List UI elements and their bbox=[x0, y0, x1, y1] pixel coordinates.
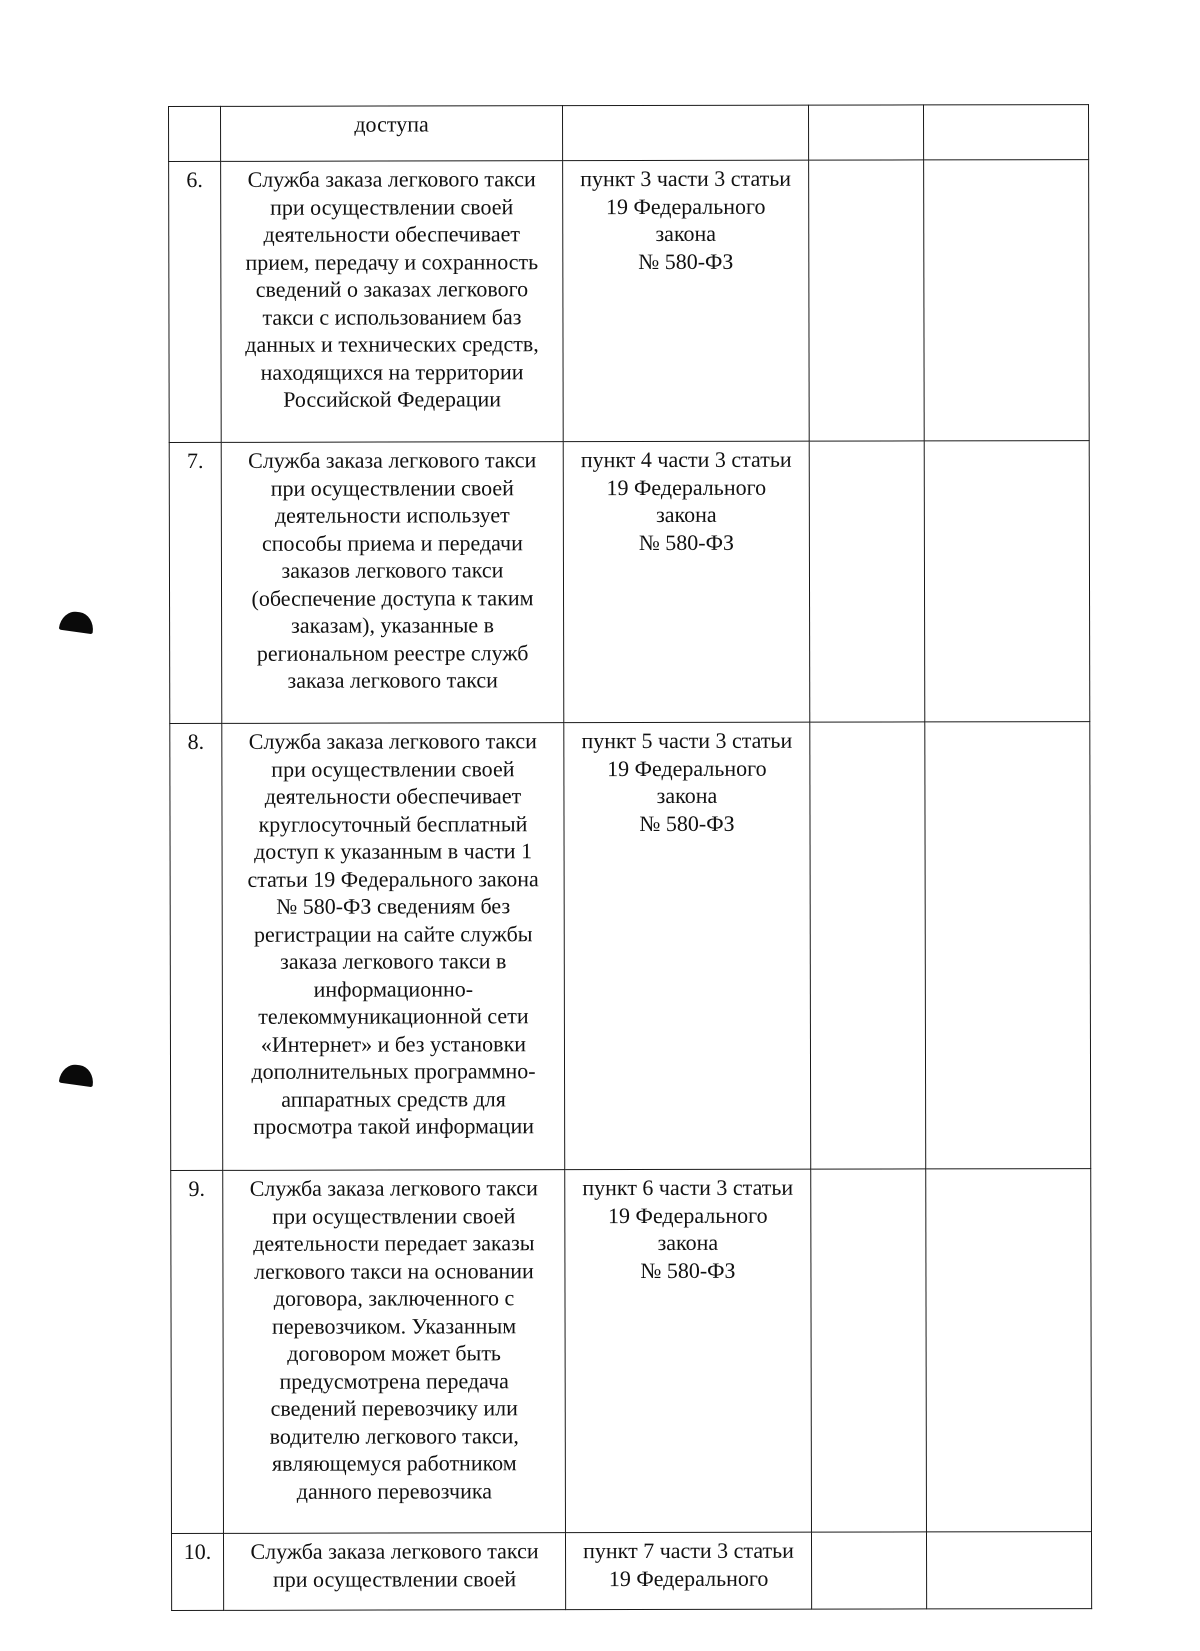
row-number: 9. bbox=[171, 1170, 224, 1533]
empty-cell bbox=[923, 105, 1088, 160]
row-number: 10. bbox=[171, 1533, 223, 1610]
row-number: 8. bbox=[170, 723, 223, 1170]
table-row bbox=[169, 160, 1090, 443]
requirement-line: перевозчиком. Указанным bbox=[271, 1312, 517, 1339]
legal-reference-cell bbox=[563, 105, 809, 161]
reference-line: закона bbox=[656, 501, 717, 527]
empty-cell bbox=[810, 722, 926, 1169]
requirement-line: водителю легкового такси, bbox=[269, 1422, 519, 1449]
requirement-cell bbox=[223, 1533, 565, 1611]
requirements-table bbox=[168, 104, 1092, 1611]
requirement-line: находящихся на территории bbox=[260, 358, 524, 385]
empty-cell bbox=[809, 160, 925, 441]
reference-line: 19 Федерального bbox=[608, 1202, 768, 1228]
reference-line: 19 Федерального bbox=[607, 755, 767, 781]
requirement-line: статьи 19 Федерального закона bbox=[247, 865, 539, 892]
requirement-line: № 580-ФЗ сведениям без bbox=[276, 893, 511, 919]
table-row bbox=[169, 441, 1090, 724]
requirement-line: доступа bbox=[354, 111, 429, 137]
requirement-line: Служба заказа легкового такси bbox=[250, 1538, 539, 1564]
requirement-line: аппаратных средств для bbox=[281, 1085, 506, 1112]
requirement-line: телекоммуникационной сети bbox=[258, 1003, 529, 1029]
reference-line: № 580-ФЗ bbox=[638, 529, 735, 555]
requirement-line: дополнительных программно- bbox=[251, 1058, 536, 1084]
requirement-line: при осуществлении своей bbox=[270, 193, 514, 220]
requirement-line: при осуществлении своей bbox=[271, 755, 515, 782]
requirement-line: информационно- bbox=[313, 975, 474, 1002]
requirement-line: данного перевозчика bbox=[296, 1477, 493, 1504]
legal-reference-cell bbox=[563, 441, 810, 723]
legal-reference-cell bbox=[564, 722, 811, 1170]
reference-line: пункт 4 части 3 статьи bbox=[580, 446, 792, 473]
reference-line: пункт 6 части 3 статьи bbox=[582, 1174, 794, 1201]
reference-line: пункт 7 части 3 статьи bbox=[583, 1537, 794, 1564]
requirement-line: способы приема и передачи bbox=[261, 529, 523, 556]
requirement-line: при осуществлении своей bbox=[272, 1202, 516, 1229]
requirement-line: прием, передачу и сохранность bbox=[245, 248, 539, 275]
requirement-line: региональном реестре служб bbox=[256, 639, 529, 666]
empty-cell bbox=[926, 1169, 1092, 1532]
requirement-line: деятельности обеспечивает bbox=[264, 783, 522, 809]
requirement-line: договора, заключенного с bbox=[273, 1285, 515, 1311]
requirement-line: круглосуточный бесплатный bbox=[258, 810, 528, 837]
empty-cell bbox=[811, 1532, 926, 1609]
reference-line: № 580-ФЗ bbox=[640, 1257, 736, 1283]
requirement-line: заказов легкового такси bbox=[281, 557, 504, 583]
requirement-cell bbox=[221, 106, 563, 162]
reference-line: закона bbox=[656, 782, 718, 808]
requirement-line: Служба заказа легкового такси bbox=[248, 728, 537, 754]
empty-cell bbox=[924, 441, 1090, 722]
requirement-line: сведений о заказах легкового bbox=[255, 276, 529, 302]
requirement-cell bbox=[221, 161, 564, 443]
empty-cell bbox=[924, 160, 1090, 441]
empty-cell bbox=[926, 1532, 1091, 1609]
requirement-cell bbox=[223, 1170, 566, 1534]
requirement-line: Служба заказа легкового такси bbox=[248, 447, 537, 473]
legal-reference-cell bbox=[565, 1532, 811, 1610]
reference-line: пункт 5 части 3 статьи bbox=[581, 727, 793, 754]
table-row bbox=[171, 1532, 1091, 1611]
requirement-line: при осуществлении своей bbox=[270, 474, 514, 501]
requirement-line: данных и технических средств, bbox=[245, 331, 539, 357]
requirement-cell bbox=[222, 723, 565, 1171]
row-number: 6. bbox=[169, 161, 222, 442]
requirement-line: заказам), указанные в bbox=[291, 612, 495, 638]
reference-line: 19 Федерального bbox=[606, 474, 767, 500]
requirement-line: (обеспечение доступа к таким bbox=[251, 584, 534, 611]
table-row bbox=[169, 105, 1089, 162]
empty-cell bbox=[809, 441, 925, 722]
reference-line: закона bbox=[657, 1229, 719, 1255]
requirement-line: легкового такси на основании bbox=[254, 1257, 534, 1284]
requirement-line: при осуществлении своей bbox=[272, 1565, 517, 1592]
reference-line: закона bbox=[655, 220, 717, 246]
requirement-line: просмотра такой информации bbox=[253, 1113, 535, 1139]
reference-line: пункт 3 части 3 статьи bbox=[580, 165, 792, 192]
requirement-line: договором может быть bbox=[287, 1340, 501, 1366]
requirement-line: такси с использованием баз bbox=[262, 303, 522, 330]
binder-hole-mark bbox=[59, 610, 95, 635]
reference-line: № 580-ФЗ bbox=[638, 248, 734, 274]
requirement-line: деятельности обеспечивает bbox=[263, 221, 521, 247]
table-row bbox=[170, 722, 1091, 1171]
requirement-line: предусмотрена передача bbox=[279, 1367, 509, 1394]
row-number: 7. bbox=[169, 442, 222, 723]
empty-cell bbox=[811, 1169, 927, 1532]
requirement-line: «Интернет» и без установки bbox=[260, 1030, 527, 1057]
reference-line: № 580-ФЗ bbox=[639, 810, 735, 836]
requirement-line: заказа легкового такси bbox=[287, 667, 498, 693]
requirement-line: Российской Федерации bbox=[283, 386, 502, 412]
requirement-line: регистрации на сайте службы bbox=[253, 920, 533, 947]
empty-cell bbox=[925, 722, 1091, 1169]
requirement-line: доступ к указанным в части 1 bbox=[254, 838, 533, 864]
binder-hole-mark bbox=[59, 1063, 95, 1088]
table-row bbox=[171, 1169, 1092, 1534]
reference-line: 19 Федерального bbox=[608, 1565, 769, 1591]
requirement-line: деятельности использует bbox=[274, 502, 510, 528]
legal-reference-cell bbox=[563, 160, 810, 442]
requirement-line: Служба заказа легкового такси bbox=[249, 1175, 538, 1201]
requirement-line: заказа легкового такси в bbox=[280, 948, 507, 974]
requirement-cell bbox=[221, 442, 564, 724]
legal-reference-cell bbox=[565, 1169, 812, 1533]
empty-cell bbox=[808, 105, 923, 160]
reference-line: 19 Федерального bbox=[605, 193, 766, 219]
requirement-line: сведений перевозчику или bbox=[270, 1395, 518, 1421]
row-number bbox=[169, 106, 221, 161]
requirement-line: деятельности передает заказы bbox=[253, 1230, 535, 1256]
requirement-line: являющемуся работником bbox=[271, 1450, 517, 1476]
requirement-line: Служба заказа легкового такси bbox=[247, 166, 536, 192]
